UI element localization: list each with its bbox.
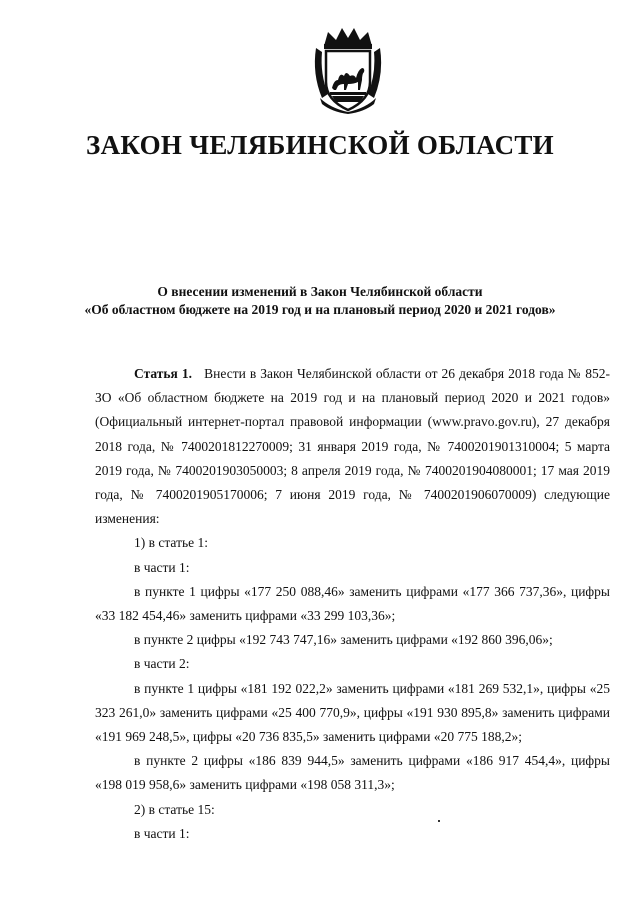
paragraph-item: в пункте 2 цифры «192 743 747,16» заменить цифрами «192 860 396,06»; [134,632,553,648]
scan-speck [438,820,440,822]
paragraph-item: 1) в статье 1: [134,535,208,551]
paragraph-item: в пункте 2 цифры «186 839 944,5» заменить цифрами «186 917 454,4», цифры «198 019 958,6» заменить цифрами «198 058 311,3»; [95,753,610,793]
paragraph-item: 2) в статье 15: [134,801,215,817]
subtitle-line-1: О внесении изменений в Закон Челябинской области [157,284,483,299]
paragraph-item: в части 2: [134,656,190,672]
paragraph-item: в части 1: [134,559,190,575]
paragraph-item: в пункте 1 цифры «181 192 022,2» заменить цифрами «181 269 532,1», цифры «25 323 261,0» заменить цифрами «25 400 770,9», цифры «191 930 895,8» заменить цифрами «191 969 248,5», цифры «20 736 835,5» заменить цифрами «20 775 188,2»; [95,680,610,745]
document-title: ЗАКОН ЧЕЛЯБИНСКОЙ ОБЛАСТИ [86,130,554,160]
chelyabinsk-coat-of-arms-icon [310,24,386,114]
subtitle-line-2: «Об областном бюджете на 2019 год и на плановый период 2020 и 2021 годов» [84,302,556,317]
paragraph-item: в пункте 1 цифры «177 250 088,46» заменить цифрами «177 366 737,36», цифры «33 182 454,46» заменить цифрами «33 299 103,36»; [95,583,610,624]
document-subtitle [0,283,640,319]
article-1-text: Внести в Закон Челябинской области от 26 декабря 2018 года № 852-ЗО «Об областном бюджете на 2019 год и на плановый период 2020 и 2021 годов» (Официальный интернет-портал правовой информации (www.pravo.gov.ru), 27 декабря 2018 года, № 7400201812270009; 31 января 2019 года, № 7400201901310004; 5 марта 2019 года, № 7400201903050003; 8 апреля 2019 года, № 7400201904080001; 17 мая 2019 года, № 7400201905170006; 7 июня 2019 года, № 7400201906070009) следующие изменения: [95,366,611,527]
paragraph-item: в части 1: [134,825,190,841]
document-body [95,362,610,846]
article-1-heading: Статья 1. [134,366,193,381]
article-1-paragraph [95,362,610,531]
